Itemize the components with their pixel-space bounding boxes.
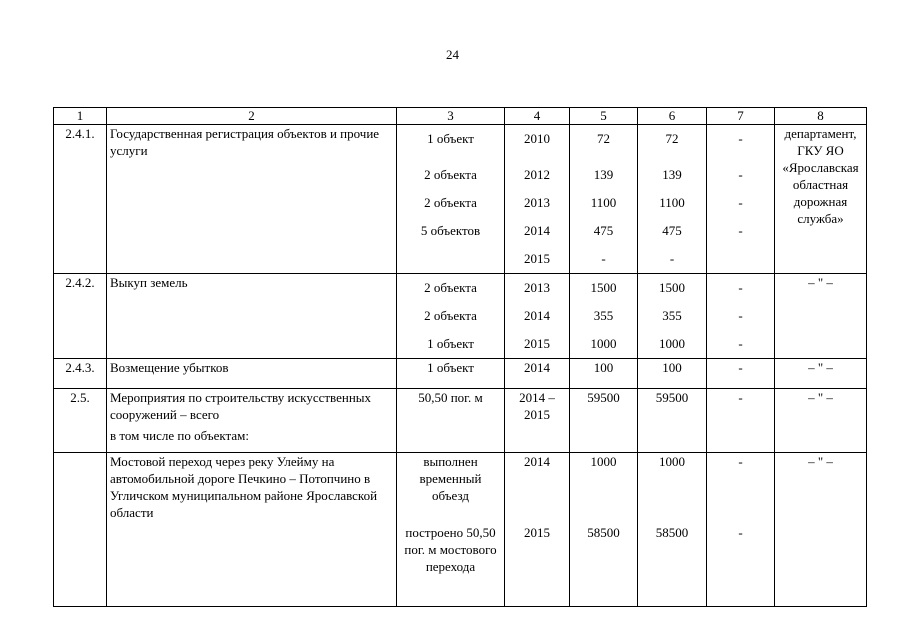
row-name: Государственная регистрация объектов и прочие услуги [107,125,397,274]
row-col5: 1500 355 1000 [570,274,638,359]
table-row [54,389,867,453]
header-cell: 6 [638,108,707,125]
row-name: Мероприятия по строительству искусственных сооружений – всего в том числе по объектам: [107,389,397,453]
row-col5: 72 139 1100 475 - [570,125,638,274]
row-col6: 1000 58500 [638,453,707,607]
row-qty: 2 объекта 2 объекта 1 объект [397,274,505,359]
row-year: 2014 – 2015 [505,389,570,453]
row-name: Мостовой переход через реку Улейму на автомобильной дороге Печкино – Потопчино в Угличском муниципальном районе Ярославской области [107,453,397,607]
row-number: 2.4.3. [54,359,107,389]
table-row [54,453,867,607]
row-col7: - - [707,453,775,607]
header-cell: 7 [707,108,775,125]
header-cell: 4 [505,108,570,125]
row-col7: - [707,359,775,389]
row-number: 2.5. [54,389,107,453]
row-col6: 100 [638,359,707,389]
row-qty: 1 объект 2 объекта 2 объекта 5 объектов [397,125,505,274]
row-col5: 1000 58500 [570,453,638,607]
row-number: 2.4.1. [54,125,107,274]
row-qty: 1 объект [397,359,505,389]
row-col7: - - - - [707,125,775,274]
row-col5: 100 [570,359,638,389]
row-executor: департамент, ГКУ ЯО «Ярославская областная дорожная служба» [775,125,867,274]
row-executor: – " – [775,389,867,453]
row-year: 2014 2015 [505,453,570,607]
row-number [54,453,107,607]
row-name: Возмещение убытков [107,359,397,389]
header-cell: 5 [570,108,638,125]
row-col6: 72 139 1100 475 - [638,125,707,274]
header-cell: 1 [54,108,107,125]
table-row [54,274,867,359]
row-col6: 59500 [638,389,707,453]
row-qty: выполнен временный объезд построено 50,50 пог. м мостового перехода [397,453,505,607]
row-executor: – " – [775,359,867,389]
row-name: Выкуп земель [107,274,397,359]
row-number: 2.4.2. [54,274,107,359]
header-cell: 8 [775,108,867,125]
header-cell: 2 [107,108,397,125]
header-cell: 3 [397,108,505,125]
table-row [54,125,867,274]
row-year: 2013 2014 2015 [505,274,570,359]
row-qty: 50,50 пог. м [397,389,505,453]
row-year: 2014 [505,359,570,389]
header-row [54,108,867,125]
table-row [54,359,867,389]
page-number: 24 [446,47,459,62]
row-executor: – " – [775,274,867,359]
row-col6: 1500 355 1000 [638,274,707,359]
row-executor: – " – [775,453,867,607]
row-col7: - - - [707,274,775,359]
row-year: 2010 2012 2013 2014 2015 [505,125,570,274]
row-col5: 59500 [570,389,638,453]
row-col7: - [707,389,775,453]
row-subtitle: в том числе по объектам: [110,428,249,443]
data-table [53,107,867,607]
